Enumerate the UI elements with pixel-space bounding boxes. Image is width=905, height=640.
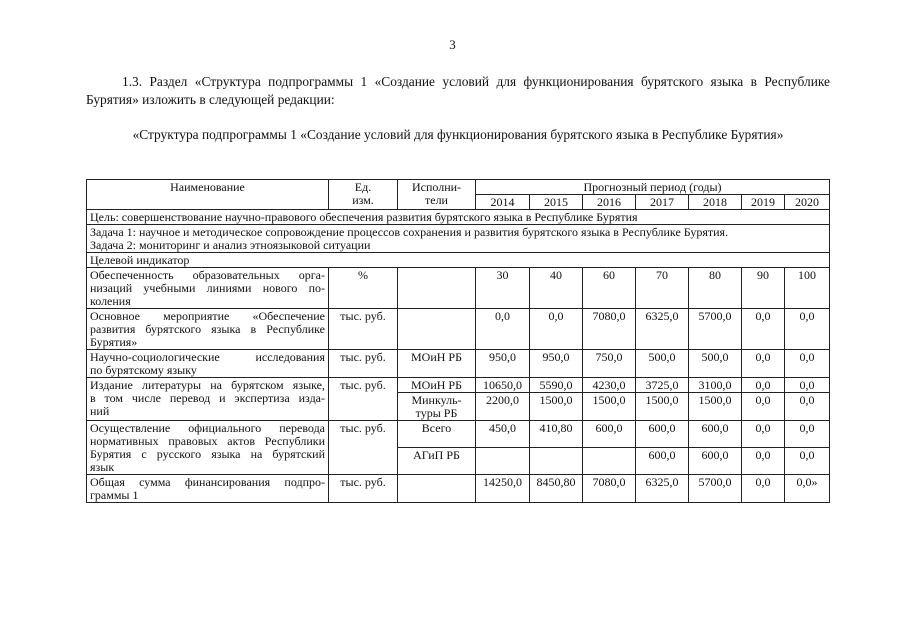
row-name-line: коления	[90, 294, 131, 308]
task-1: Задача 1: научное и методическое сопровождение процессов сохранения и развития бурятского языка в Республике Бурятия.	[90, 225, 729, 239]
value-cell: 0,0	[742, 350, 785, 378]
value-cell: 100	[785, 268, 830, 309]
goal-row	[87, 210, 830, 225]
table-row	[87, 475, 830, 503]
value-cell: 600,0	[583, 421, 636, 448]
value-cell: 7080,0	[583, 475, 636, 503]
value-cell: 3100,0	[689, 378, 742, 393]
value-cell: 950,0	[530, 350, 583, 378]
value-cell: 0,0	[785, 350, 830, 378]
value-cell: 30	[476, 268, 530, 309]
year-header: 2016	[583, 195, 636, 210]
value-cell: 750,0	[583, 350, 636, 378]
value-cell: 0,0	[785, 393, 830, 421]
value-cell	[476, 448, 530, 475]
value-cell: 0,0	[742, 448, 785, 475]
unit-cell: тыс. руб.	[329, 309, 398, 350]
year-header: 2017	[636, 195, 689, 210]
tasks-cell	[87, 225, 830, 253]
value-cell: 60	[583, 268, 636, 309]
value-cell: 4230,0	[583, 378, 636, 393]
value-cell: 7080,0	[583, 309, 636, 350]
table-row	[87, 350, 830, 378]
row-name	[87, 268, 329, 309]
value-cell: 90	[742, 268, 785, 309]
year-header: 2015	[530, 195, 583, 210]
task-2: Задача 2: мониторинг и анализ этноязыковой ситуации	[90, 238, 371, 252]
value-cell: 0,0	[742, 393, 785, 421]
row-name-line: Бурятия с русского языка на бурятский	[90, 447, 325, 461]
value-cell: 0,0	[476, 309, 530, 350]
row-name	[87, 421, 329, 475]
value-cell: 1500,0	[689, 393, 742, 421]
executor-cell: Всего	[398, 421, 476, 448]
value-cell: 5590,0	[530, 378, 583, 393]
table-row	[87, 378, 830, 393]
row-name-line: низаций учебными линиями нового по-	[90, 281, 325, 295]
unit-cell: %	[329, 268, 398, 309]
header-unit	[329, 180, 398, 210]
table-row	[87, 421, 830, 448]
header-executor-line: Исполни-	[411, 180, 462, 194]
value-cell: 6325,0	[636, 309, 689, 350]
value-cell: 0,0	[742, 475, 785, 503]
row-name-line: по бурятскому языку	[90, 363, 197, 377]
value-cell: 6325,0	[636, 475, 689, 503]
row-name-line: Общая сумма финансирования подпро-	[90, 475, 325, 489]
row-name	[87, 378, 329, 421]
header-unit-line: изм.	[352, 193, 374, 207]
value-cell: 500,0	[636, 350, 689, 378]
table-row	[87, 309, 830, 350]
row-name-line: Основное мероприятие «Обеспечение	[90, 309, 325, 323]
value-cell: 3725,0	[636, 378, 689, 393]
header-unit-line: Ед.	[354, 180, 372, 194]
indicator-cell: Целевой индикатор	[87, 253, 830, 268]
value-cell: 0,0	[530, 309, 583, 350]
value-cell: 0,0	[742, 421, 785, 448]
value-cell	[530, 448, 583, 475]
value-cell: 0,0»	[785, 475, 830, 503]
value-cell: 0,0	[742, 309, 785, 350]
value-cell: 600,0	[689, 421, 742, 448]
row-name	[87, 309, 329, 350]
executor-cell	[398, 378, 476, 393]
value-cell: 0,0	[742, 378, 785, 393]
value-cell: 0,0	[785, 421, 830, 448]
executor-cell	[398, 268, 476, 309]
executor-cell-line: Минкуль-	[411, 393, 462, 407]
header-executor	[398, 180, 476, 210]
value-cell	[583, 448, 636, 475]
year-header: 2014	[476, 195, 530, 210]
value-cell: 8450,80	[530, 475, 583, 503]
unit-cell: тыс. руб.	[329, 378, 398, 421]
value-cell: 600,0	[636, 421, 689, 448]
executor-cell	[398, 475, 476, 503]
unit-cell: тыс. руб.	[329, 350, 398, 378]
tasks-row	[87, 225, 830, 253]
executor-cell: МОиН РБ	[398, 350, 476, 378]
value-cell: 10650,0	[476, 378, 530, 393]
value-cell: 5700,0	[689, 475, 742, 503]
executor-cell	[398, 393, 476, 421]
value-cell: 0,0	[785, 378, 830, 393]
structure-title: «Структура подпрограммы 1 «Создание условий для функционирования бурятского языка в Республике Бурятия»	[132, 127, 784, 142]
executor-cell-line: МОиН РБ	[411, 378, 462, 392]
value-cell: 80	[689, 268, 742, 309]
header-name: Наименование	[87, 180, 329, 210]
header-period: Прогнозный период (годы)	[476, 180, 830, 195]
year-header: 2020	[785, 195, 830, 210]
structure-table	[86, 179, 830, 503]
unit-cell: тыс. руб.	[329, 421, 398, 475]
year-header: 2019	[742, 195, 785, 210]
value-cell: 950,0	[476, 350, 530, 378]
row-name-line: в том числе перевод и экспертиза изда-	[90, 391, 325, 405]
value-cell: 600,0	[689, 448, 742, 475]
page-number: 3	[449, 37, 456, 52]
value-cell: 0,0	[785, 309, 830, 350]
value-cell: 14250,0	[476, 475, 530, 503]
row-name	[87, 475, 329, 503]
row-name-line: нормативных правовых актов Республики	[90, 434, 325, 448]
row-name-line: Бурятия»	[90, 335, 138, 349]
value-cell: 70	[636, 268, 689, 309]
row-name-line: Научно-социологические исследования	[90, 350, 325, 364]
value-cell: 40	[530, 268, 583, 309]
header-row-1	[87, 180, 830, 195]
value-cell: 5700,0	[689, 309, 742, 350]
row-name-line: язык	[90, 460, 115, 474]
value-cell: 500,0	[689, 350, 742, 378]
value-cell: 600,0	[636, 448, 689, 475]
value-cell: 2200,0	[476, 393, 530, 421]
executor-cell-line: туры РБ	[415, 406, 458, 420]
indicator-row	[87, 253, 830, 268]
row-name-line: Издание литературы на бурятском языке,	[90, 378, 325, 392]
value-cell: 1500,0	[583, 393, 636, 421]
value-cell: 450,0	[476, 421, 530, 448]
intro-paragraph: 1.3. Раздел «Структура подпрограммы 1 «Создание условий для функционирования бурятского языка в Республике Бурятия» изложить в следующей редакции:	[86, 74, 830, 107]
executor-cell: АГиП РБ	[398, 448, 476, 475]
row-name-line: Осуществление официального перевода	[90, 421, 325, 435]
value-cell: 0,0	[785, 448, 830, 475]
header-executor-line: тели	[425, 193, 448, 207]
goal-cell: Цель: совершенствование научно-правового обеспечения развития бурятского языка в Республике Бурятия	[87, 210, 830, 225]
table-row	[87, 268, 830, 309]
row-name-line: граммы 1	[90, 488, 139, 502]
value-cell: 410,80	[530, 421, 583, 448]
value-cell: 1500,0	[636, 393, 689, 421]
value-cell: 1500,0	[530, 393, 583, 421]
executor-cell	[398, 309, 476, 350]
row-name-line: развития бурятского языка в Республике	[90, 322, 325, 336]
unit-cell: тыс. руб.	[329, 475, 398, 503]
row-name-line: Обеспеченность образовательных орга-	[90, 268, 325, 282]
year-header: 2018	[689, 195, 742, 210]
row-name	[87, 350, 329, 378]
row-name-line: ний	[90, 404, 110, 418]
